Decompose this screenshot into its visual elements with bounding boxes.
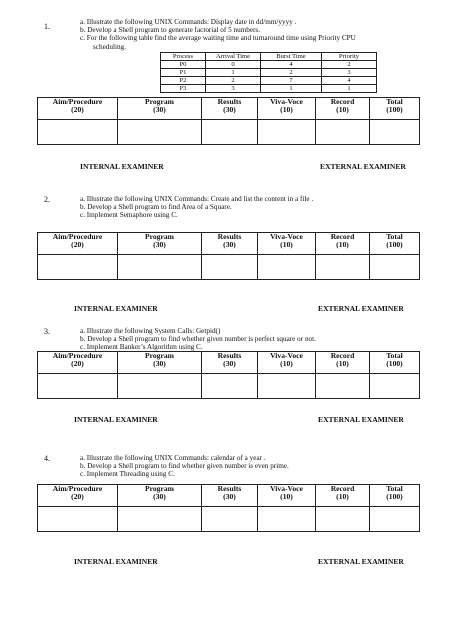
marks-header: Total (100) xyxy=(370,485,420,507)
marks-entry-row xyxy=(38,374,420,399)
marks-cell[interactable] xyxy=(370,374,420,399)
internal-examiner-label: INTERNAL EXAMINER xyxy=(74,415,158,424)
marks-cell[interactable] xyxy=(316,507,370,532)
question-item: b. Develop a Shell program to find whether given number is perfect square or not. xyxy=(80,335,316,344)
schedule-row xyxy=(161,61,377,69)
question-item: scheduling. xyxy=(93,42,126,51)
marks-cell[interactable] xyxy=(118,120,202,145)
question-item: c. For the following table find the average waiting time and turnaround time using Priority CPU xyxy=(80,34,356,43)
marks-header: Viva-Voce (10) xyxy=(258,98,316,120)
marks-header: Results (30) xyxy=(202,352,258,374)
question-item: b. Develop a Shell program to find Area of a Square. xyxy=(80,203,232,212)
schedule-cell: 3 xyxy=(322,69,377,77)
marks-cell[interactable] xyxy=(370,255,420,280)
schedule-header-row xyxy=(161,53,377,61)
external-examiner-label: EXTERNAL EXAMINER xyxy=(318,304,404,313)
schedule-cell: 2 xyxy=(261,69,322,77)
marks-header: Results (30) xyxy=(202,485,258,507)
external-examiner-label: EXTERNAL EXAMINER xyxy=(318,415,404,424)
marks-table xyxy=(37,232,420,280)
schedule-cell: 1 xyxy=(206,69,261,77)
marks-cell[interactable] xyxy=(258,120,316,145)
marks-cell[interactable] xyxy=(316,120,370,145)
marks-cell[interactable] xyxy=(118,374,202,399)
marks-header-row xyxy=(38,233,420,255)
marks-cell[interactable] xyxy=(258,255,316,280)
internal-examiner-label: INTERNAL EXAMINER xyxy=(74,304,158,313)
marks-cell[interactable] xyxy=(370,120,420,145)
marks-header: Aim/Procedure (20) xyxy=(38,233,118,255)
question-item: a. Illustrate the following UNIX Commands: Create and list the content in a file . xyxy=(80,195,314,203)
schedule-cell: 7 xyxy=(261,77,322,85)
question-item: b. Develop a Shell program to generate factorial of 5 numbers. xyxy=(80,26,261,35)
marks-header-row xyxy=(38,352,420,374)
question-item: a. Illustrate the following UNIX Commands: Display date in dd/mm/yyyy . xyxy=(80,18,297,26)
marks-cell[interactable] xyxy=(316,374,370,399)
question-number: 4. xyxy=(44,454,50,463)
schedule-cell: 1 xyxy=(322,85,377,93)
marks-table xyxy=(37,351,420,399)
schedule-cell: 2 xyxy=(206,77,261,85)
schedule-cell: 2 xyxy=(322,61,377,69)
schedule-row xyxy=(161,85,377,93)
marks-header: Program (30) xyxy=(118,233,202,255)
schedule-header: Burst Time xyxy=(261,53,322,61)
marks-header: Record (10) xyxy=(316,485,370,507)
marks-cell[interactable] xyxy=(316,255,370,280)
question-items xyxy=(80,327,316,352)
marks-entry-row xyxy=(38,507,420,532)
marks-header: Record (10) xyxy=(316,352,370,374)
marks-cell[interactable] xyxy=(258,374,316,399)
marks-header: Aim/Procedure (20) xyxy=(38,485,118,507)
schedule-table xyxy=(160,52,377,93)
marks-header: Viva-Voce (10) xyxy=(258,352,316,374)
schedule-cell: 3 xyxy=(206,85,261,93)
marks-header: Total (100) xyxy=(370,233,420,255)
external-examiner-label: EXTERNAL EXAMINER xyxy=(318,557,404,566)
question-number: 1. xyxy=(44,22,50,31)
question-items xyxy=(80,18,356,51)
marks-header: Aim/Procedure (20) xyxy=(38,98,118,120)
schedule-cell: 4 xyxy=(261,61,322,69)
marks-header: Aim/Procedure (20) xyxy=(38,352,118,374)
question-item: c. Implement Banker’s Algorithm using C. xyxy=(80,343,203,352)
marks-cell[interactable] xyxy=(202,507,258,532)
marks-header: Total (100) xyxy=(370,98,420,120)
marks-header: Viva-Voce (10) xyxy=(258,233,316,255)
schedule-header: Priority xyxy=(322,53,377,61)
marks-cell[interactable] xyxy=(202,255,258,280)
schedule-row xyxy=(161,77,377,85)
question-item: c. Implement Semaphore using C. xyxy=(80,211,178,220)
marks-header: Total (100) xyxy=(370,352,420,374)
marks-header: Results (30) xyxy=(202,98,258,120)
marks-header-row xyxy=(38,485,420,507)
marks-cell[interactable] xyxy=(38,507,118,532)
marks-cell[interactable] xyxy=(38,255,118,280)
internal-examiner-label: INTERNAL EXAMINER xyxy=(74,557,158,566)
question-item: a. Illustrate the following System Calls: Getpid() xyxy=(80,327,221,335)
question-item: c. Implement Threading using C. xyxy=(80,470,175,479)
question-items xyxy=(80,454,289,479)
schedule-header: Process xyxy=(161,53,206,61)
marks-cell[interactable] xyxy=(38,374,118,399)
question-items xyxy=(80,195,313,220)
marks-table xyxy=(37,97,420,145)
marks-header: Program (30) xyxy=(118,352,202,374)
marks-header: Record (10) xyxy=(316,233,370,255)
marks-cell[interactable] xyxy=(258,507,316,532)
marks-table xyxy=(37,484,420,532)
schedule-header: Arrival Time xyxy=(206,53,261,61)
marks-entry-row xyxy=(38,255,420,280)
marks-cell[interactable] xyxy=(38,120,118,145)
marks-cell[interactable] xyxy=(202,374,258,399)
marks-cell[interactable] xyxy=(118,507,202,532)
schedule-cell: P1 xyxy=(161,69,206,77)
question-item: a. Illustrate the following UNIX Commands: calendar of a year . xyxy=(80,454,266,462)
question-number: 3. xyxy=(44,327,50,336)
schedule-cell: 1 xyxy=(261,85,322,93)
schedule-cell: 0 xyxy=(206,61,261,69)
question-number: 2. xyxy=(44,195,50,204)
external-examiner-label: EXTERNAL EXAMINER xyxy=(320,162,406,171)
schedule-cell: P0 xyxy=(161,61,206,69)
question-item: b. Develop a Shell program to find whether given number is even prime. xyxy=(80,462,289,471)
marks-header: Results (30) xyxy=(202,233,258,255)
schedule-cell: P2 xyxy=(161,77,206,85)
marks-cell[interactable] xyxy=(370,507,420,532)
marks-header: Record (10) xyxy=(316,98,370,120)
schedule-cell: P3 xyxy=(161,85,206,93)
marks-entry-row xyxy=(38,120,420,145)
marks-header: Viva-Voce (10) xyxy=(258,485,316,507)
marks-header: Program (30) xyxy=(118,98,202,120)
marks-header: Program (30) xyxy=(118,485,202,507)
schedule-row xyxy=(161,69,377,77)
marks-cell[interactable] xyxy=(202,120,258,145)
marks-cell[interactable] xyxy=(118,255,202,280)
schedule-cell: 4 xyxy=(322,77,377,85)
internal-examiner-label: INTERNAL EXAMINER xyxy=(80,162,164,171)
marks-header-row xyxy=(38,98,420,120)
